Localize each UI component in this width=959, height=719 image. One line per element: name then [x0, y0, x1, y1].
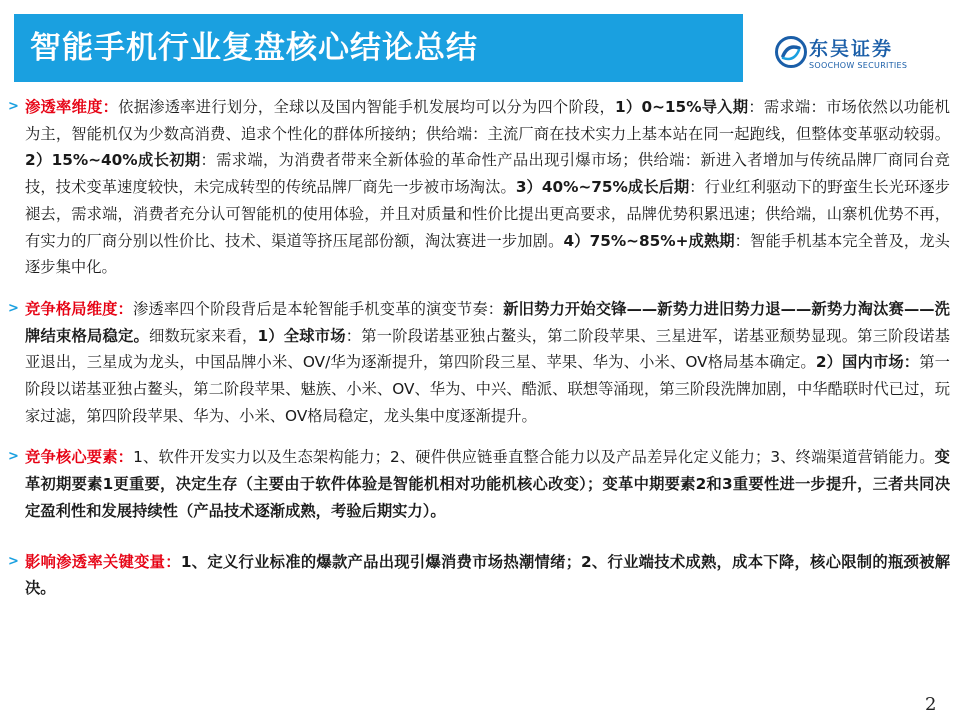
paragraph-heading: 竞争格局维度: [25, 299, 118, 318]
summary-content: [8, 94, 950, 602]
paragraph-key-variables: > 影响渗透率关键变量：1、定义行业标准的爆款产品出现引爆消费市场热潮情绪；2、行业端技术成熟，成本下降，核心限制的瓶颈被解决。: [8, 549, 950, 602]
page-number: 2: [925, 694, 937, 715]
paragraph-core-factors: > 竞争核心要素：1、软件开发实力以及生态架构能力；2、硬件供应链垂直整合能力以及产品差异化定义能力；3、终端渠道营销能力。变革初期要素1更重要，决定生存（主要由于软件体验是智能机相对功能机核心改变）；变革中期要素2和3重要性进一步提升，三者共同决定盈利性和发展持续性（产品技术逐渐成熟，考验后期实力）。: [8, 444, 950, 524]
paragraph-penetration: > 渗透率维度：依据渗透率进行划分，全球以及国内智能手机发展均可以分为四个阶段，1）0~15%导入期：需求端：市场依然以功能机为主，智能机仅为少数高消费、追求个性化的群体所接纳；供给端：主流厂商在技术实力上基本站在同一起跑线，但整体变革驱动较弱。2）15%~40%成长初期：需求端，为消费者带来全新体验的革命性产品出现引爆市场；供给端：新进入者增加与传统品牌厂商同台竞技，技术变革速度较快，未完成转型的传统品牌厂商先一步被市场淘汰。3）40%~75%成长后期：行业红利驱动下的野蛮生长光环逐步褪去，需求端，消费者充分认可智能机的使用体验，并且对质量和性价比提出更高要求，品牌优势积累迅速；供给端，山寨机优势不再，有实力的厂商分别以性价比、技术、渠道等挤压尾部份额，淘汰赛进一步加剧。4）75%~85%+成熟期：智能手机基本完全普及，龙头逐步集中化。: [8, 94, 950, 281]
chevron-right-icon: >: [8, 99, 19, 114]
paragraph-heading: 影响渗透率关键变量: [25, 552, 166, 571]
paragraph-competition: > 竞争格局维度：渗透率四个阶段背后是本轮智能手机变革的演变节奏：新旧势力开始交锋——新势力进旧势力退——新势力淘汰赛——洗牌结束格局稳定。细数玩家来看，1）全球市场：第一阶段诺基亚独占鳌头，第二阶段苹果、三星进军，诺基亚颓势显现。第三阶段诺基亚退出，三星成为龙头，中国品牌小米、OV/华为逐渐提升，第四阶段三星、苹果、华为、小米、OV格局基本确定。2）国内市场：第一阶段以诺基亚独占鳌头，第二阶段苹果、魅族、小米、OV、华为、中兴、酷派、联想等涌现，第三阶段洗牌加剧，中华酷联时代已过，玩家过滤，第四阶段苹果、华为、小米、OV格局稳定，龙头集中度逐渐提升。: [8, 296, 950, 430]
page-title: 智能手机行业复盘核心结论总结: [30, 30, 478, 66]
chevron-right-icon: >: [8, 300, 19, 316]
soochow-logo-icon: [775, 36, 807, 68]
logo-chinese-name: 东吴证券: [809, 38, 894, 60]
chevron-right-icon: >: [8, 553, 19, 569]
chevron-right-icon: >: [8, 449, 19, 465]
company-logo: [775, 36, 935, 80]
paragraph-heading: 渗透率维度: [25, 98, 103, 116]
logo-english-name: SOOCHOW SECURITIES: [809, 61, 908, 70]
paragraph-heading: 竞争核心要素: [25, 448, 118, 467]
